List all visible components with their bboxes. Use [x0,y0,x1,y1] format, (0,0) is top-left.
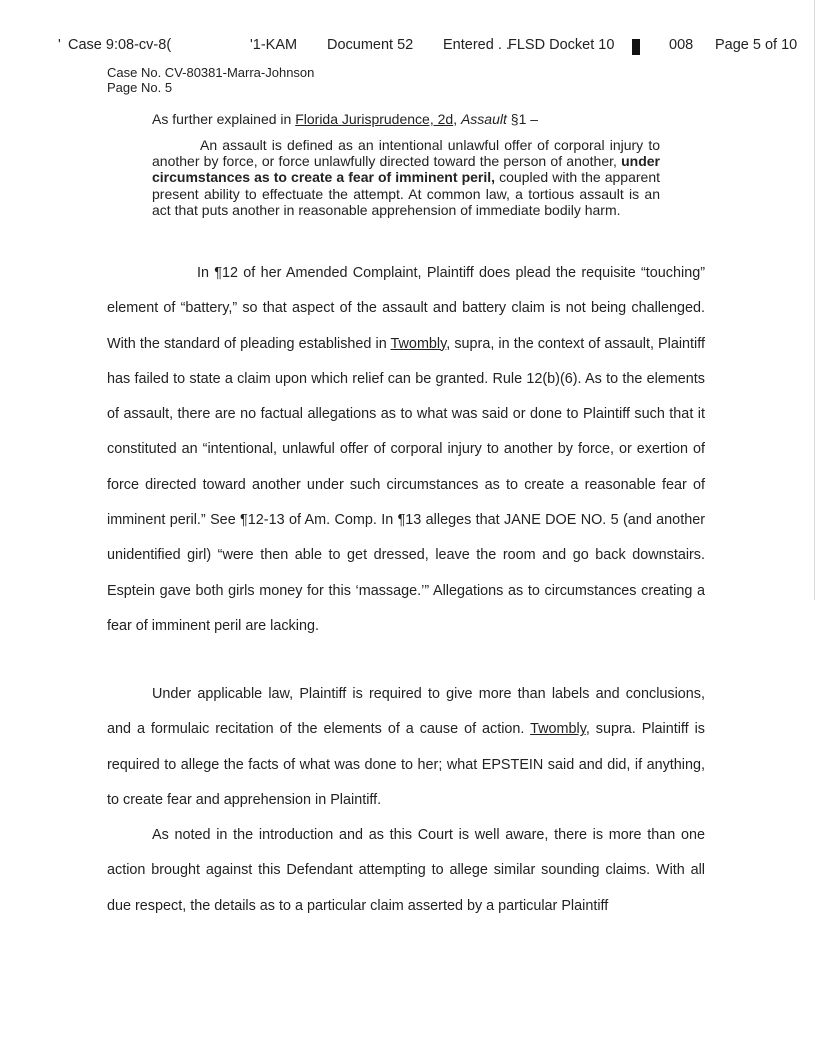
header-page-count: Page 5 of 10 [715,37,798,53]
quote-paragraph [152,137,660,218]
paragraph-2 [107,677,705,818]
twombly-citation-2: Twombly [530,721,586,738]
case-number-line: Case No. CV-80381-Marra-Johnson [107,65,315,80]
quote-text-2: coupled with the apparent present ability to effectuate the attempt. At common law, a tortious assault is an act that puts another in reasonable apprehension of immediate bodily harm. [152,169,661,218]
header-docket: FLSD Docket 10 [508,37,615,53]
page-number-line: Page No. 5 [107,80,173,95]
paragraph-1-text-a: In ¶12 of her Amended Complaint, Plaintiff does plead the requisite “touching” element of “battery,” so that aspect of the assault and battery claim is not being challenged. With the standard of pleading established in [107,265,705,352]
paragraph-1 [107,256,705,644]
intro-prefix: As further explained in [152,111,296,127]
citation-source: Florida Jurisprudence, 2d [295,111,454,127]
redaction-mark [632,39,640,55]
paragraph-2-text-a: Under applicable law, Plaintiff is required to give more than labels and conclusions, and a formulaic recitation of the elements of a cause of action. [107,686,705,738]
header-scan-mark: ' [58,37,61,53]
court-header [58,37,798,57]
paragraph-2-text-b: , supra. Plaintiff is required to allege the facts of what was done to her; what EPSTEIN said and did, if anything, to create fear and apprehension in Plaintiff. [107,721,705,808]
header-document-number: Document 52 [327,37,414,53]
intro-line [152,111,538,127]
case-caption [107,65,314,95]
header-date-fragment: 008 [669,37,694,53]
block-quote [152,137,660,218]
quote-bold-phrase: under circumstances as to create a fear of imminent peril, [152,153,660,186]
intro-separator: , [453,111,461,127]
intro-suffix: §1 – [506,111,539,127]
quote-text-1: An assault is defined as an intentional unlawful offer of corporal injury to another by force, or force unlawfully directed toward the person of another, [152,137,660,170]
paragraph-1-text-b: , supra, in the context of assault, Plaintiff has failed to state a claim upon which relief can be granted. Rule 12(b)(6). As to the elements of assault, there are no factual allegations as to what was said or done to Plaintiff such that it constituted an “intentional, unlawful offer of corporal injury to another by force, or exertion of force directed toward another under such circumstances as to create a reasonable fear of imminent peril.” See ¶12-13 of Am. Comp. In ¶13 alleges that JANE DOE NO. 5 (and another unidentified girl) “were then able to get dressed, leave the room and go back downstairs. Esptein gave both girls money for this ‘massage.’” Allegations as to circumstances creating a fear of imminent peril are lacking. [107,335,705,634]
twombly-citation-1: Twombly [390,335,447,352]
header-entered: Entered . . [443,37,510,53]
header-case-suffix: '1-KAM [250,37,298,53]
paragraph-3: As noted in the introduction and as this Court is well aware, there is more than one action brought against this Defendant attempting to allege similar sounding claims. With all due respect, the details as to a particular claim asserted by a particular Plaintiff [107,827,705,914]
citation-topic: Assault [460,111,507,127]
header-case-number: Case 9:08-cv-8( [68,37,172,53]
scan-edge-line [814,0,815,600]
